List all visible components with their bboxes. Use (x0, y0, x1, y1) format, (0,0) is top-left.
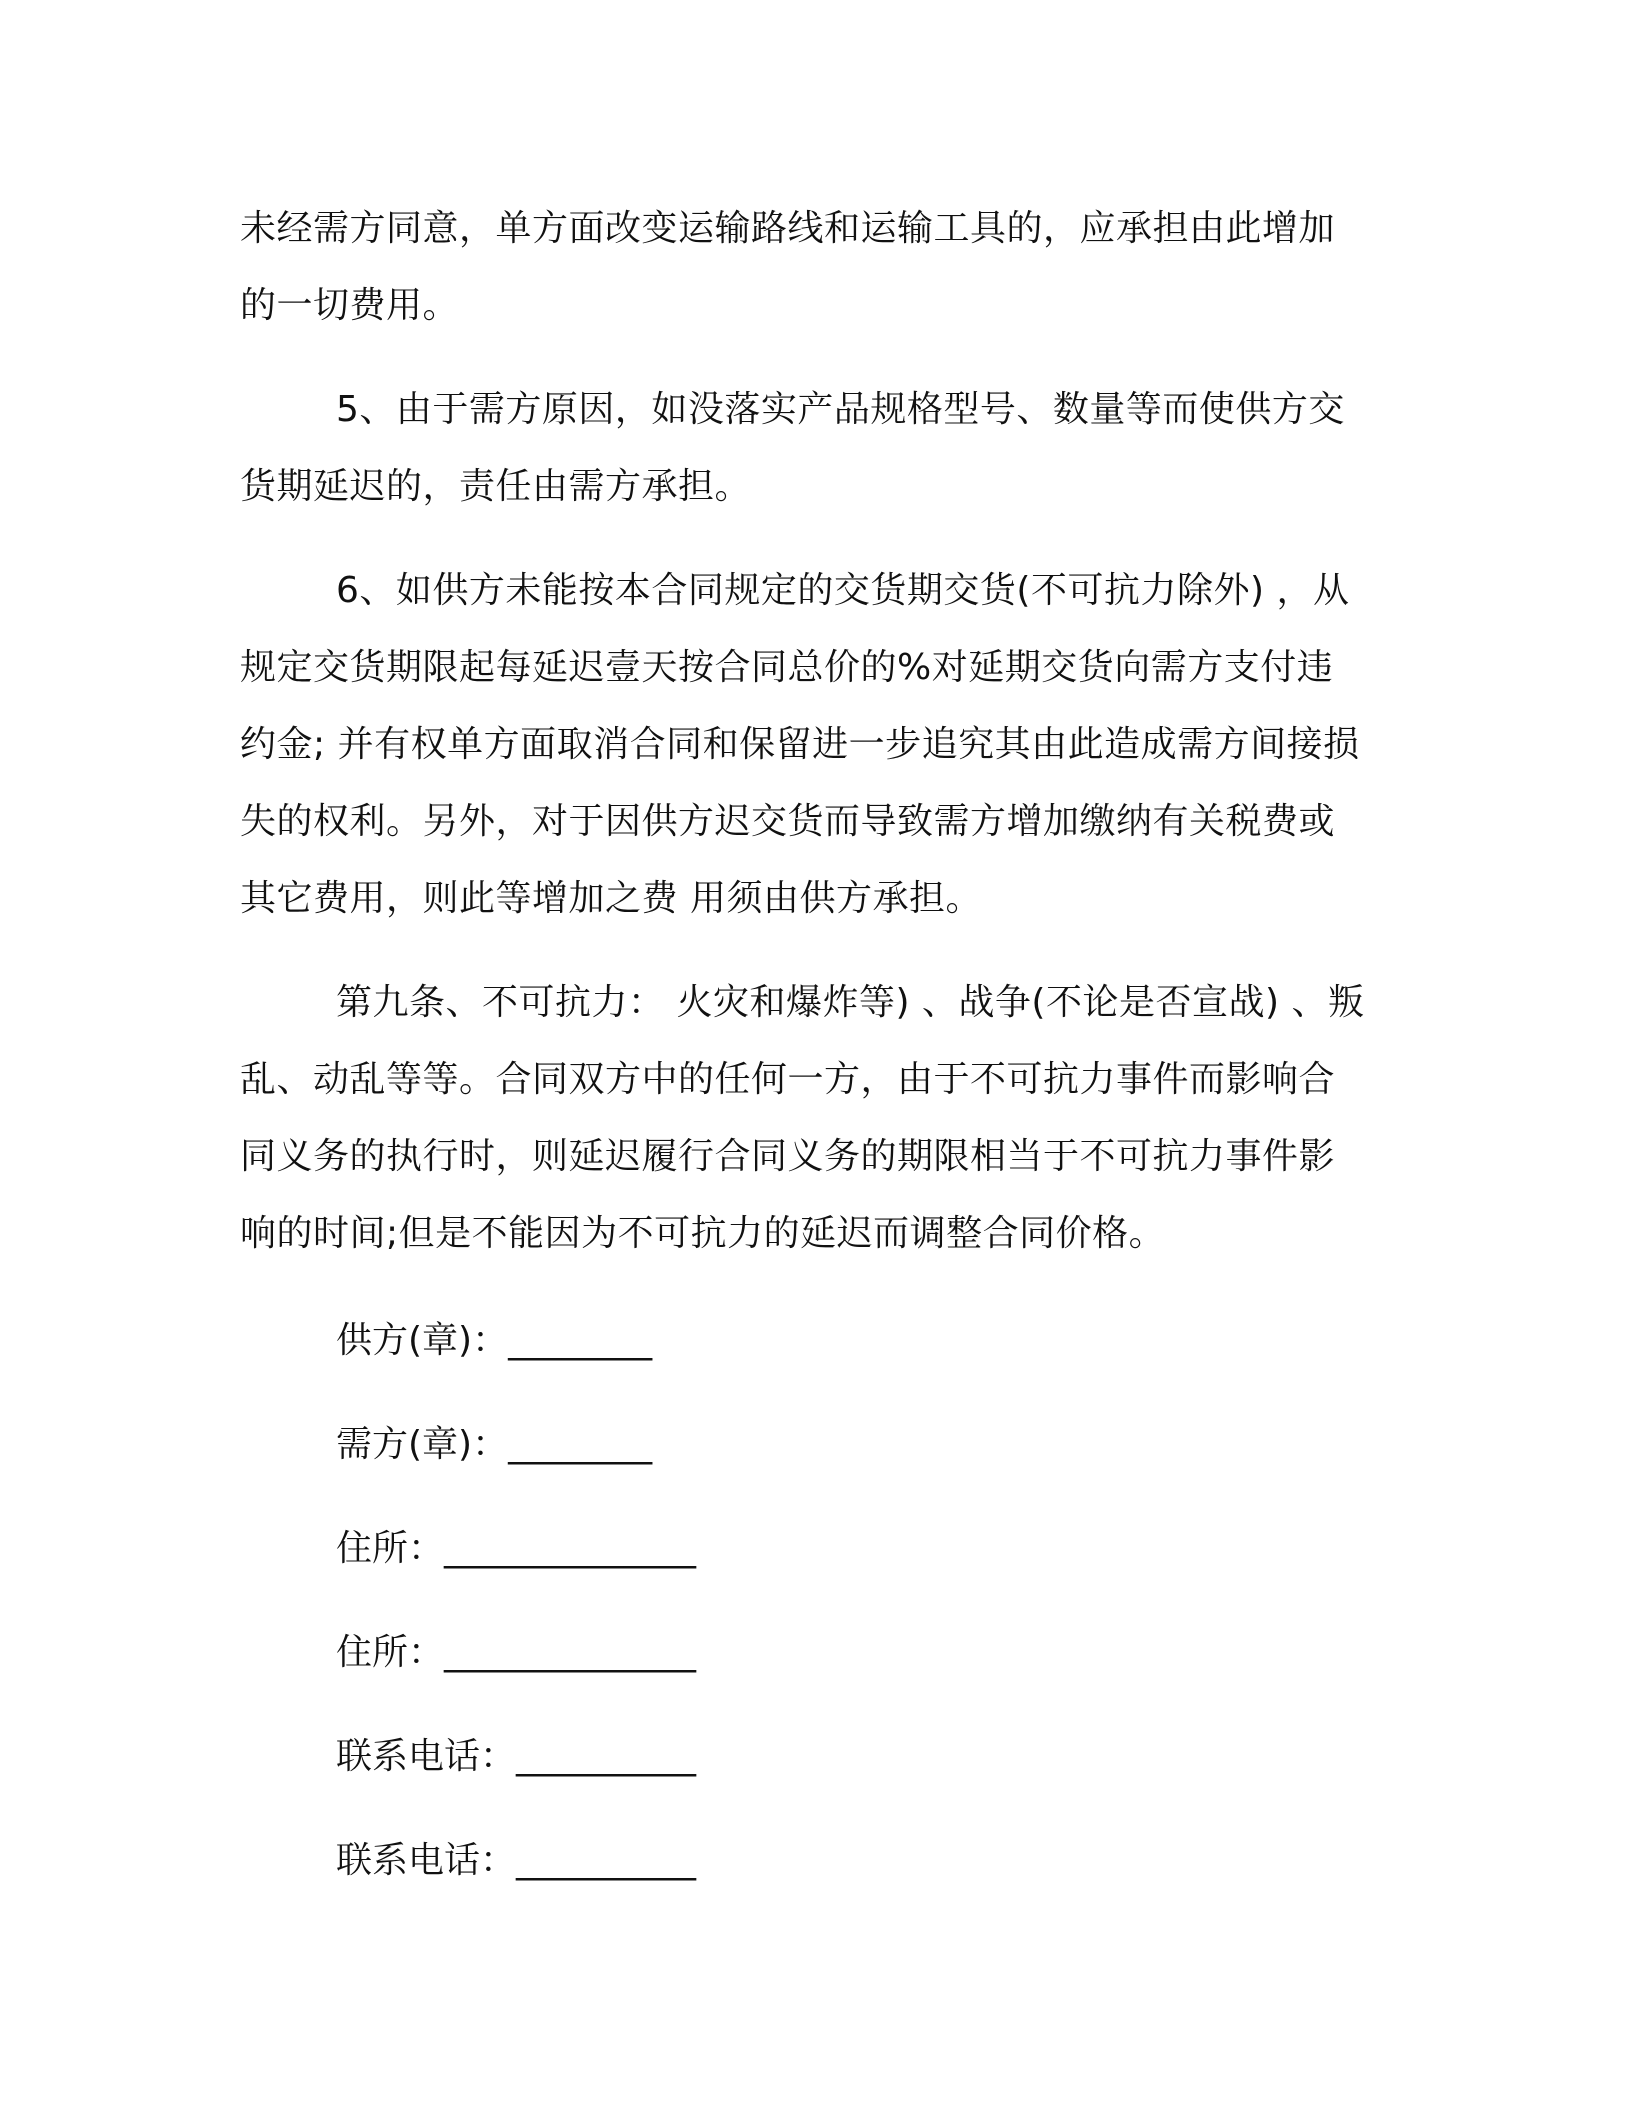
supplier-address-field: 住所：______________ (336, 1528, 697, 1569)
document-page (240, 190, 1390, 1935)
text-line: 6、如供方未能按本合同规定的交货期交货(不可抗力除外) ，从 (336, 570, 1350, 611)
supplier-seal-field: 供方(章)：________ (336, 1320, 653, 1361)
text-line: 货期延迟的，责任由需方承担。 (240, 466, 752, 507)
supplier-phone-field: 联系电话：__________ (336, 1736, 697, 1777)
text-line: 约金; 并有权单方面取消合同和保留进一步追究其由此造成需方间接损 (240, 724, 1360, 765)
text-line: 的一切费用。 (240, 285, 460, 326)
paragraph-gap (240, 344, 1390, 371)
text-line: 规定交货期限起每延迟壹天按合同总价的%对延期交货向需方支付违 (240, 647, 1334, 688)
paragraph-article-9 (240, 964, 1390, 1272)
text-line: 5、由于需方原因，如没落实产品规格型号、数量等而使供方交 (336, 389, 1345, 430)
text-line: 响的时间;但是不能因为不可抗力的延迟而调整合同价格。 (240, 1213, 1166, 1254)
text-line: 失的权利。另外，对于因供方迟交货而导致需方增加缴纳有关税费或 (240, 801, 1336, 842)
signature-block (240, 1311, 1390, 1935)
buyer-address-field: 住所：______________ (336, 1632, 697, 1673)
buyer-seal-field: 需方(章)：________ (336, 1424, 653, 1465)
paragraph-gap (240, 1272, 1390, 1299)
paragraph-clause-6 (240, 552, 1390, 937)
text-line: 乱、动乱等等。合同双方中的任何一方，由于不可抗力事件而影响合 (240, 1059, 1336, 1100)
contract-body (240, 190, 1390, 1299)
text-line: 第九条、不可抗力： 火灾和爆炸等) 、战争(不论是否宣战) 、叛 (336, 982, 1365, 1023)
paragraph-gap (240, 937, 1390, 964)
paragraph-clause-5 (240, 371, 1390, 525)
paragraph-carrier-cost (240, 190, 1390, 344)
text-line: 同义务的执行时，则延迟履行合同义务的期限相当于不可抗力事件影 (240, 1136, 1336, 1177)
text-line: 其它费用，则此等增加之费 用须由供方承担。 (240, 878, 982, 919)
paragraph-gap (240, 525, 1390, 552)
buyer-phone-field: 联系电话：__________ (336, 1840, 697, 1881)
text-line: 未经需方同意，单方面改变运输路线和运输工具的，应承担由此增加 (240, 208, 1336, 249)
